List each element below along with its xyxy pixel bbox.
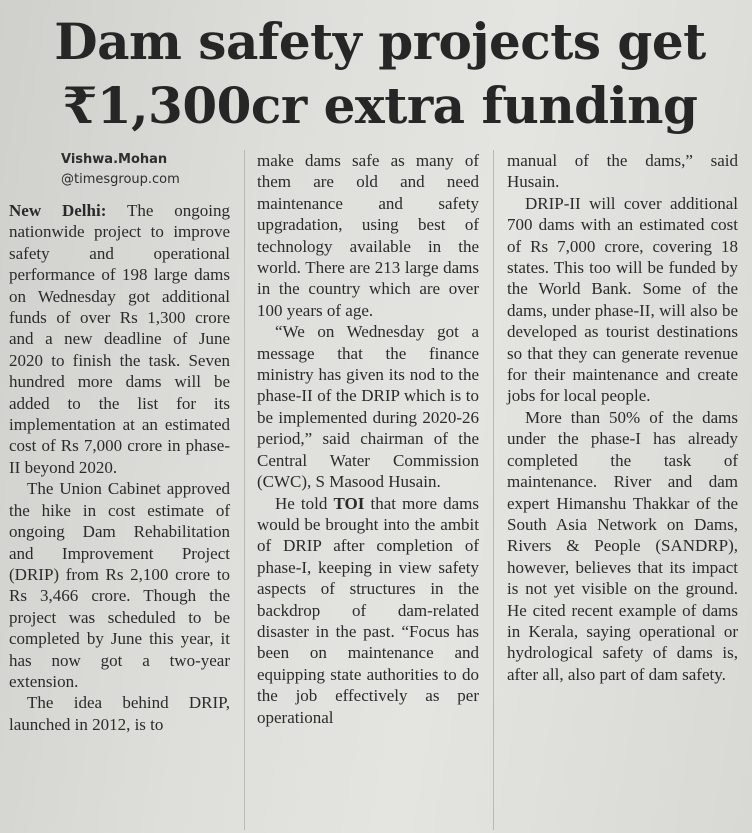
paragraph: More than 50% of the dams under the phase-I has already completed the task of maintenance. River and dam expert Himanshu Thakkar of the South Asia Network on Dams, Rivers & People (SANDRP), however, believes that its impact is not yet visible on the ground. He cited recent example of dams in Kerala, saying operational or hydrological safety of dams is, after all, also part of dam safety. [507, 407, 738, 684]
paragraph [9, 200, 230, 478]
paragraph-text: The ongoing nationwide project to improve safety and operational performance of 198 large dams on Wednesday got additional funds of over Rs 1,300 crore and a new deadline of June 2020 to finish the task. Seven hundred more dams will be added to the list for its implementation at an estimated cost of Rs 7,000 crore in phase-II beyond 2020. [9, 201, 231, 477]
paragraph: “We on Wednesday got a message that the finance ministry has given its nod to the phase-II of the DRIP which is to be implemented during 2020-26 period,” said chairman of the Central Water Commission (CWC), S Masood Husain. [257, 322, 479, 492]
paragraph: The Union Cabinet approved the hike in cost estimate of ongoing Dam Rehabilitation and Improvement Project (DRIP) from Rs 2,100 crore to Rs 3,466 crore. Though the project was scheduled to be completed by June this year, it has now got a two-year extension. [9, 479, 230, 691]
paragraph: make dams safe as many of them are old and need maintenance and safety upgradation, using best of technology available in the world. There are 213 large dams in the country which are over 100 years of age. [257, 151, 479, 320]
article-column-1 [9, 150, 230, 735]
paragraph [257, 493, 479, 728]
byline [61, 150, 230, 190]
column-divider [244, 150, 245, 830]
paragraph: DRIP-II will cover additional 700 dams with an estimated cost of Rs 7,000 crore, covering 18 states. This too will be funded by the World Bank. Some of the dams, under phase-II, will also be developed as tourist destinations so that they can generate revenue for their maintenance and create jobs for local people. [507, 193, 738, 406]
dateline: New Delhi: [9, 201, 107, 220]
headline-line-2: ₹1,300cr extra funding [62, 76, 698, 135]
byline-author: Vishwa.Mohan [61, 152, 168, 167]
paragraph-text: He told [275, 493, 328, 513]
byline-handle: @timesgroup.com [61, 172, 180, 187]
paragraph: manual of the dams,” said Husain. [507, 151, 738, 192]
column-divider [493, 150, 494, 830]
toi-mention: TOI [333, 493, 365, 513]
paragraph-text: that more dams would be brought into the ambit of DRIP after completion of phase-I, keeping in view safety aspects of structures in the backdrop of dam-related disaster in the past. “Focus has been on maintenance and equipping state authorities to do the job effectively as per operational [257, 493, 479, 727]
headline-line-1: Dam safety projects get [54, 12, 706, 71]
article-column-3 [507, 150, 738, 685]
article-column-2 [257, 150, 479, 728]
paragraph: The idea behind DRIP, launched in 2012, is to [9, 693, 230, 734]
